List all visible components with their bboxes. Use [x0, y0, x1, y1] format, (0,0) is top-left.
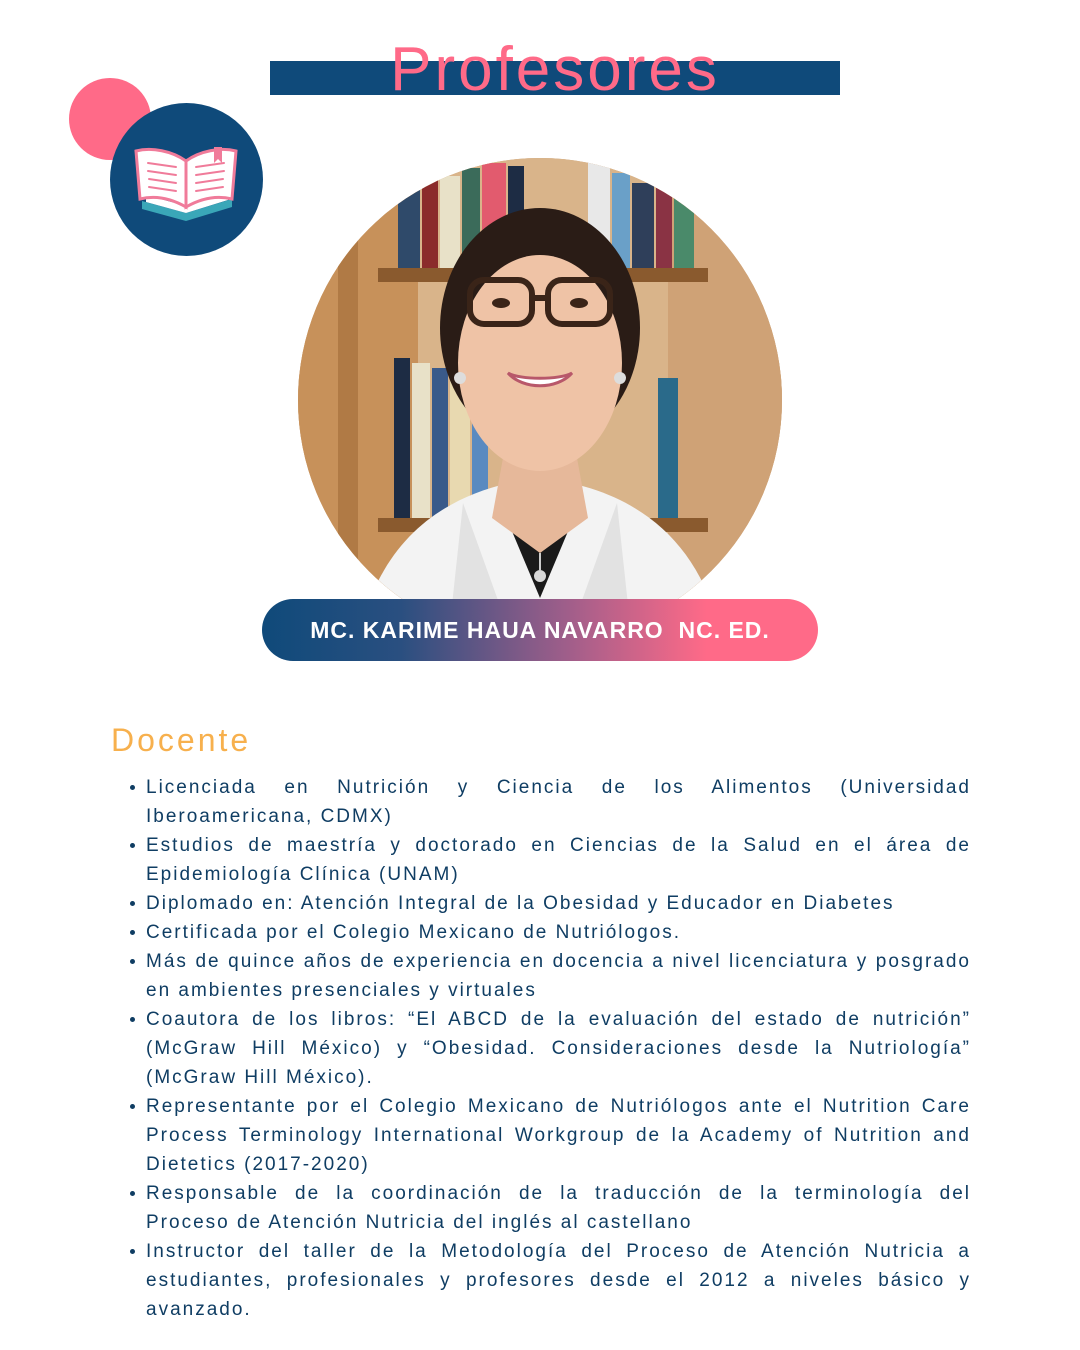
list-item: Responsable de la coordinación de la traducción de la terminología del Proceso de Atención Nutricia del inglés al castellano [128, 1179, 971, 1237]
name-badge: MC. KARIME HAUA NAVARRO NC. ED. [262, 599, 818, 661]
section-title: Docente [111, 722, 252, 758]
page-title: Profesores [390, 35, 720, 104]
bio-list [128, 773, 971, 1324]
list-item: Certificada por el Colegio Mexicano de Nutriólogos. [128, 918, 971, 947]
book-badge [110, 103, 263, 256]
list-item: Diplomado en: Atención Integral de la Obesidad y Educador en Diabetes [128, 889, 971, 918]
list-item: Instructor del taller de la Metodología del Proceso de Atención Nutricia a estudiantes, profesionales y profesores desde el 2012 a niveles básico y avanzado. [128, 1237, 971, 1324]
open-book-icon [110, 103, 263, 256]
list-item: Estudios de maestría y doctorado en Ciencias de la Salud en el área de Epidemiología Clínica (UNAM) [128, 831, 971, 889]
list-item: Licenciada en Nutrición y Ciencia de los Alimentos (Universidad Iberoamericana, CDMX) [128, 773, 971, 831]
profile-photo [298, 158, 782, 642]
list-item: Más de quince años de experiencia en docencia a nivel licenciatura y posgrado en ambientes presenciales y virtuales [128, 947, 971, 1005]
list-item: Representante por el Colegio Mexicano de Nutriólogos ante el Nutrition Care Process Terminology International Workgroup de la Academy of Nutrition and Dietetics (2017-2020) [128, 1092, 971, 1179]
list-item: Coautora de los libros: “El ABCD de la evaluación del estado de nutrición” (McGraw Hill México) y “Obesidad. Consideraciones desde la Nutriología” (McGraw Hill México). [128, 1005, 971, 1092]
